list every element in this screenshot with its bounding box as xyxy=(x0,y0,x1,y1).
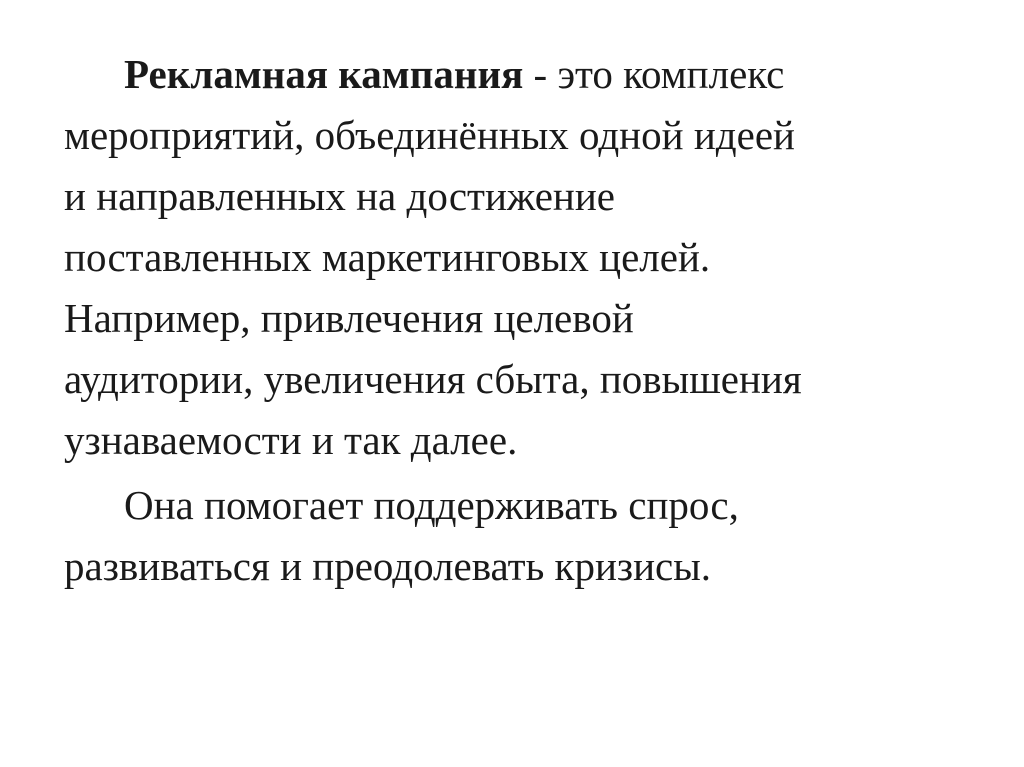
paragraph-line: узнаваемости и так далее. xyxy=(64,417,518,463)
paragraph-line: Она помогает поддерживать спрос, xyxy=(124,482,739,528)
line-text: - это комплекс xyxy=(523,51,785,97)
definition-paragraph xyxy=(64,44,1004,471)
paragraph-line: и направленных на достижение xyxy=(64,173,615,219)
paragraph-line: аудитории, увеличения сбыта, повышения xyxy=(64,356,802,402)
paragraph-line: поставленных маркетинговых целей. xyxy=(64,234,711,280)
paragraph-line xyxy=(64,44,1004,105)
defined-term: Рекламная кампания xyxy=(124,51,524,97)
paragraph-line: Например, привлечения целевой xyxy=(64,295,634,341)
text-body xyxy=(64,44,1004,597)
paragraph-line: развиваться и преодолевать кризисы. xyxy=(64,543,712,589)
benefit-paragraph xyxy=(64,475,1004,597)
paragraph-line: мероприятий, объединённых одной идеей xyxy=(64,112,795,158)
